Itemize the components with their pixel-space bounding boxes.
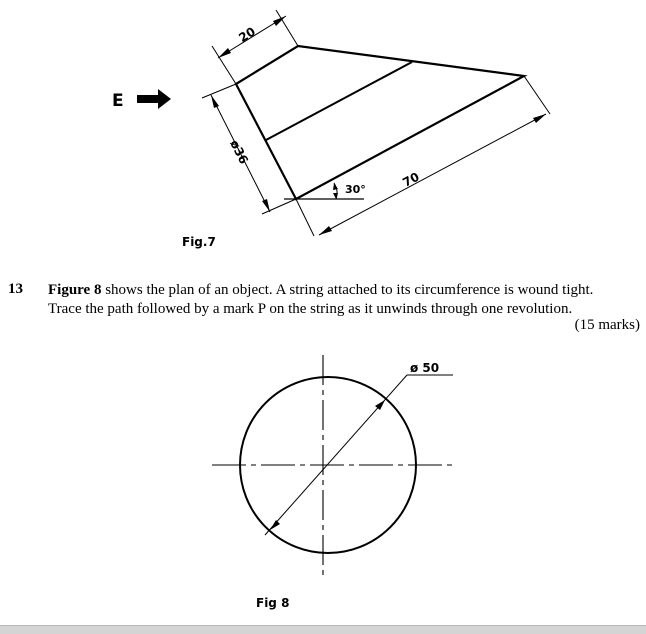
arrowhead xyxy=(270,520,280,530)
arrowhead xyxy=(262,199,270,212)
arrowhead xyxy=(218,48,231,58)
dimension-line-70 xyxy=(319,114,546,235)
extension-line xyxy=(212,46,236,84)
arrowhead xyxy=(333,183,338,190)
marks-allocation: (15 marks) xyxy=(574,317,640,333)
figure-reference: Figure 8 xyxy=(48,282,102,298)
figure-7-label: Fig.7 xyxy=(182,235,216,249)
question-line-1 xyxy=(48,281,638,300)
arrowhead xyxy=(375,400,385,410)
diameter-dimension-line xyxy=(265,375,407,535)
figure-7-drawing xyxy=(0,0,646,270)
figure-8-label: Fig 8 xyxy=(256,596,290,610)
extension-line xyxy=(276,10,298,46)
extension-line xyxy=(524,76,550,114)
arrowhead xyxy=(273,16,286,26)
figure-8-drawing xyxy=(0,340,646,630)
diameter-label-50: ø 50 xyxy=(410,361,440,375)
arrowhead xyxy=(211,95,219,108)
question-text xyxy=(48,281,638,319)
dimension-label-70: 70 xyxy=(400,169,422,190)
question-line-1-text: shows the plan of an object. A string attached to its circumference is wound tight. xyxy=(101,282,594,298)
frustum-outline xyxy=(236,46,524,199)
question-line-2: Trace the path followed by a mark P on the string as it unwinds through one revolution. xyxy=(48,301,573,317)
question-number: 13 xyxy=(8,281,23,297)
arrowhead xyxy=(319,226,332,235)
dimension-label-diameter: ø36 xyxy=(227,137,252,167)
dimension-label-20: 20 xyxy=(236,24,258,46)
arrowhead xyxy=(533,114,546,123)
angle-label: 30° xyxy=(345,183,366,196)
view-direction-arrow-icon xyxy=(137,89,171,109)
view-letter-e: E xyxy=(112,91,124,111)
extension-line xyxy=(202,84,236,98)
section-line xyxy=(266,62,412,140)
extension-line xyxy=(296,199,314,236)
